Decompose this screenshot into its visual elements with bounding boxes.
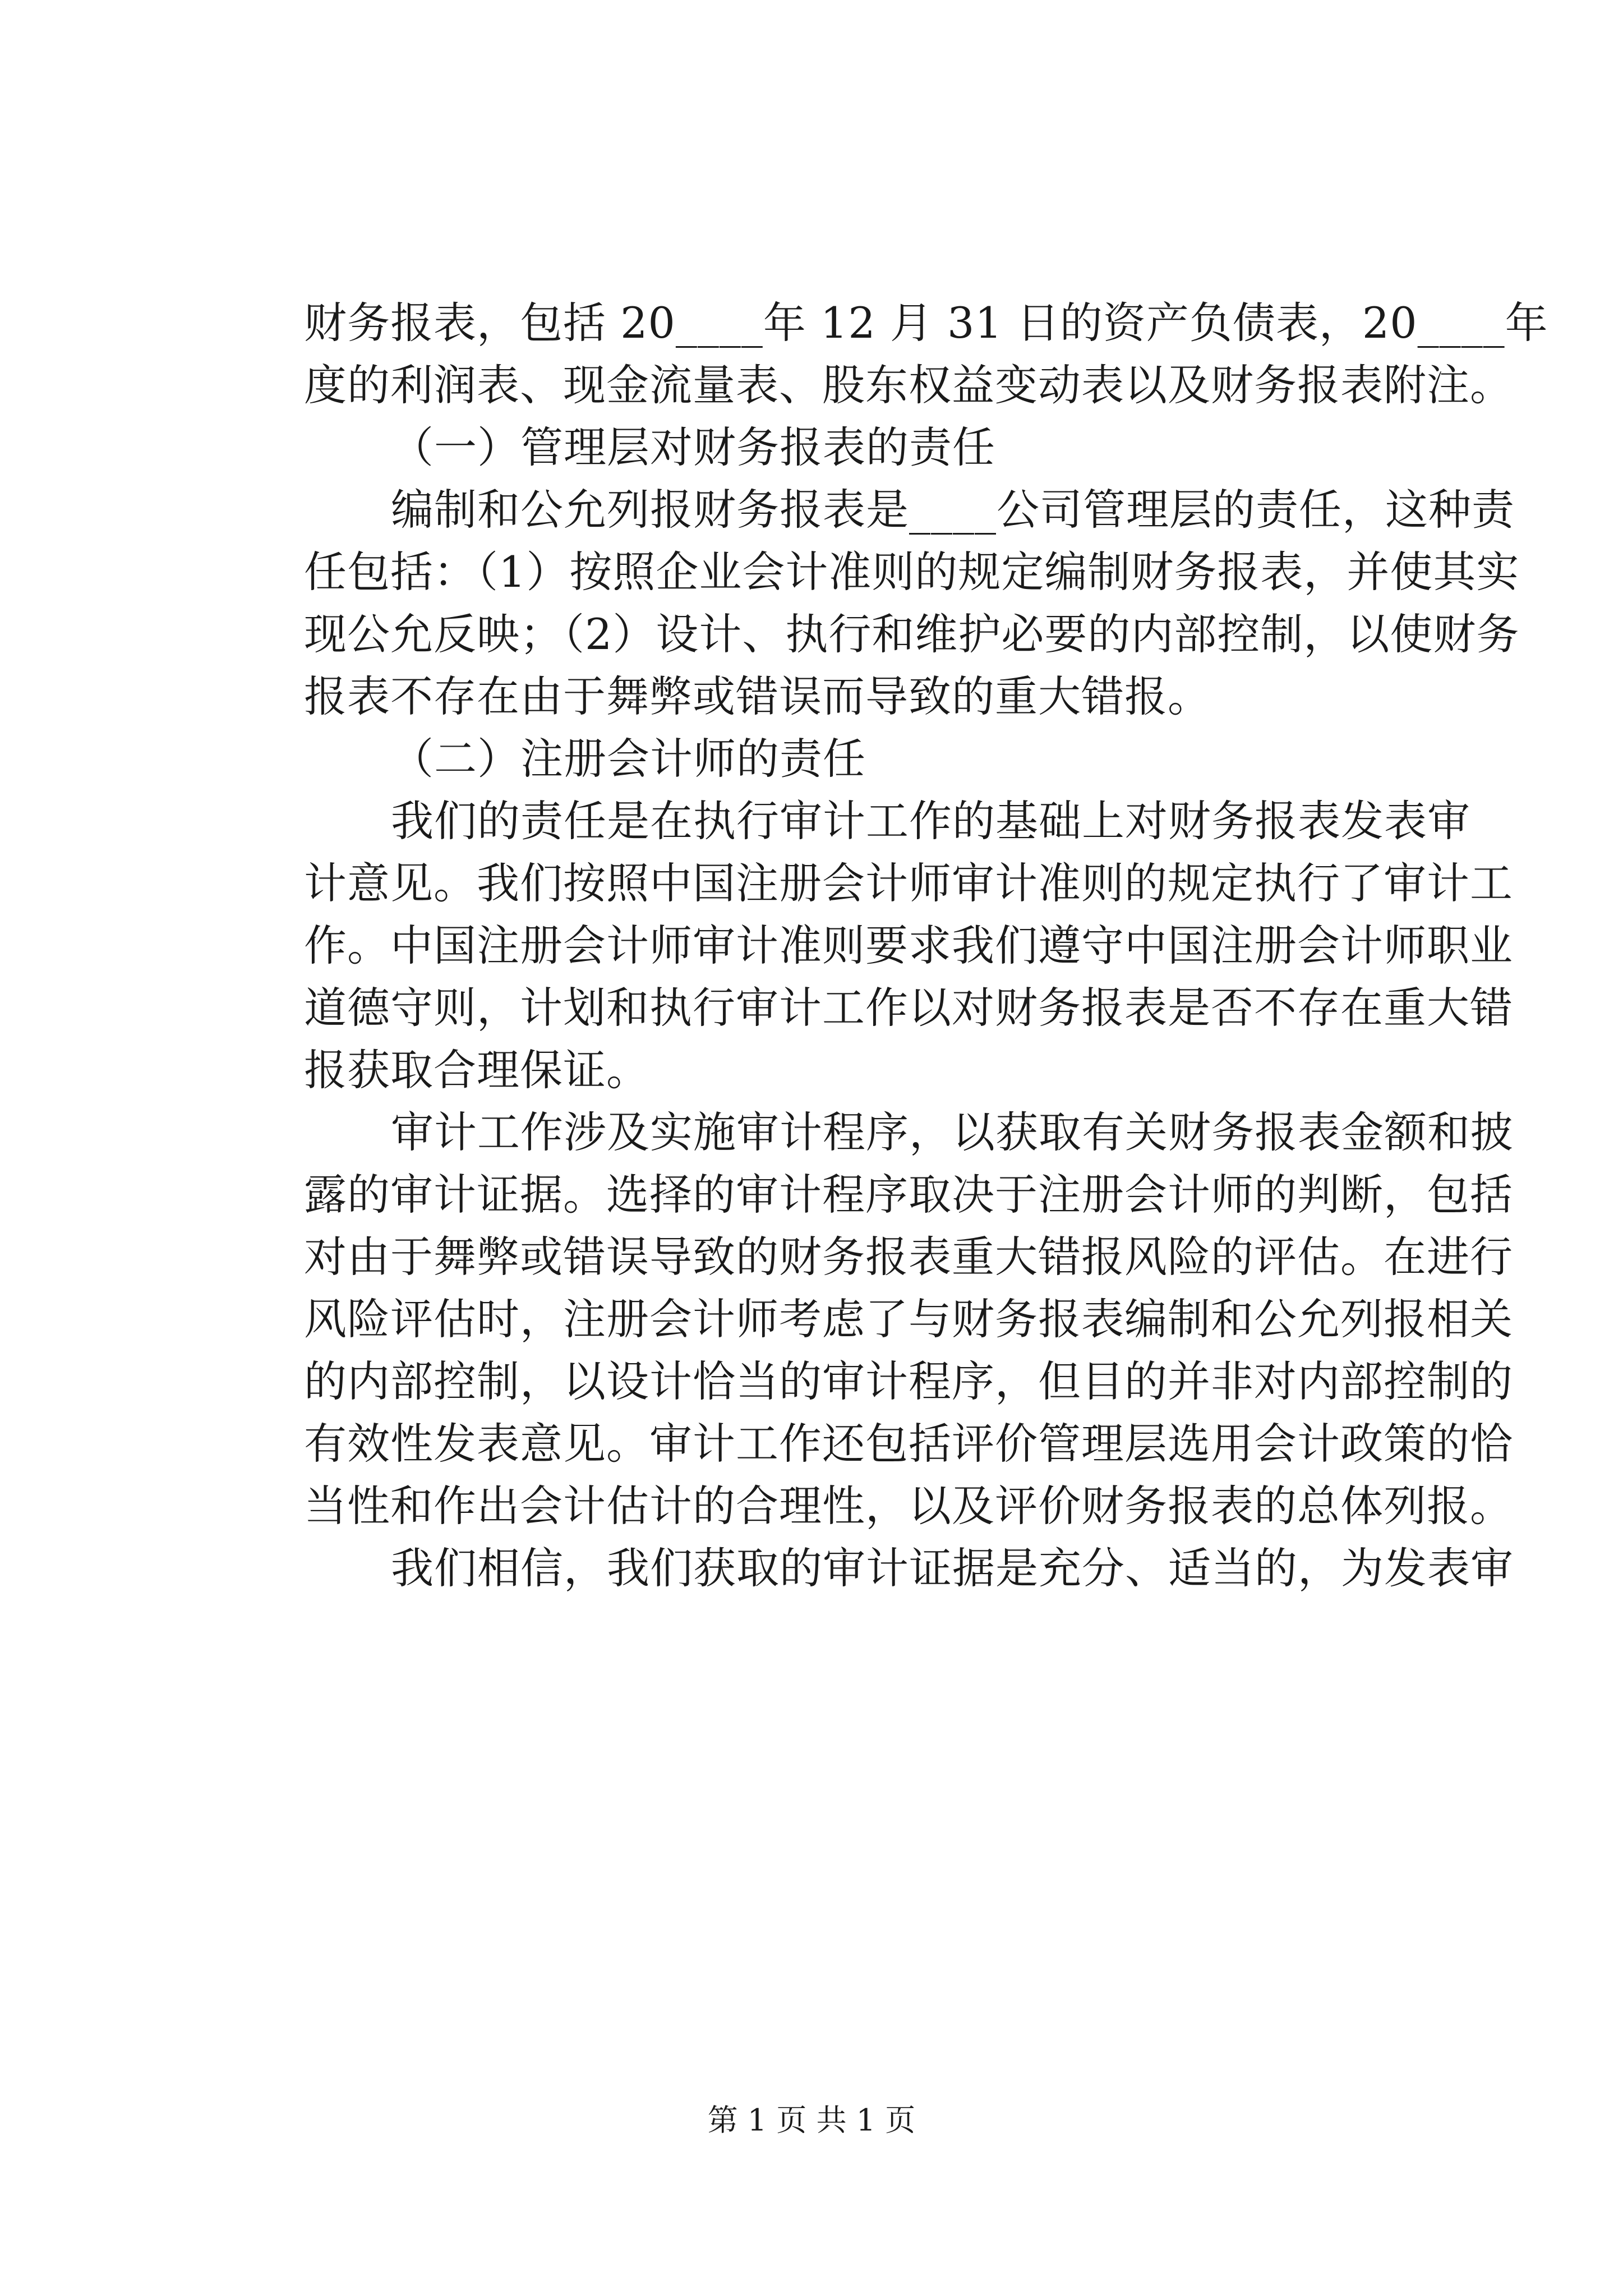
line-9 bbox=[304, 790, 1470, 852]
section-heading-1: （一）管理层对财务报表的责任 bbox=[391, 422, 995, 472]
line-20: 当性和作出会计估计的合理性，以及评价财务报表的总体列报。 bbox=[304, 1481, 1513, 1531]
line-13: 报获取合理保证。 bbox=[304, 1045, 649, 1095]
line-19: 有效性发表意见。审计工作还包括评价管理层选用会计政策的恰 bbox=[304, 1419, 1513, 1469]
line-9-text: 我们的责任是在执行审计工作的基础上对财务报表发表审 bbox=[391, 796, 1470, 846]
line-21-text: 我们相信，我们获取的审计证据是充分、适当的，为发表审 bbox=[391, 1543, 1514, 1593]
line-2: 度的利润表、现金流量表、股东权益变动表以及财务报表附注。 bbox=[304, 360, 1513, 410]
line-7: 报表不存在由于舞弊或错误而导致的重大错报。 bbox=[304, 671, 1211, 721]
line-12: 道德守则，计划和执行审计工作以对财务报表是否不存在重大错 bbox=[304, 983, 1513, 1033]
line-11: 作。中国注册会计师审计准则要求我们遵守中国注册会计师职业 bbox=[304, 921, 1513, 970]
document-body bbox=[304, 292, 1548, 1599]
line-16: 对由于舞弊或错误导致的财务报表重大错报风险的评估。在进行 bbox=[304, 1232, 1513, 1282]
line-4 bbox=[304, 478, 1515, 541]
line-4-text: 编制和公允列报财务报表是____公司管理层的责任，这种责 bbox=[391, 485, 1515, 535]
page-footer: 第 1 页 共 1 页 bbox=[707, 2102, 916, 2138]
line-21 bbox=[304, 1537, 1514, 1599]
line-18: 的内部控制，以设计恰当的审计程序，但目的并非对内部控制的 bbox=[304, 1356, 1513, 1406]
line-15: 露的审计证据。选择的审计程序取决于注册会计师的判断，包括 bbox=[304, 1170, 1513, 1220]
line-17: 风险评估时，注册会计师考虑了与财务报表编制和公允列报相关 bbox=[304, 1294, 1513, 1344]
line-5: 任包括：（1）按照企业会计准则的规定编制财务报表，并使其实 bbox=[304, 547, 1520, 597]
line-1: 财务报表，包括 20____年 12 月 31 日的资产负债表，20____年 bbox=[304, 298, 1548, 348]
line-14 bbox=[304, 1101, 1514, 1163]
section-heading-2: （二）注册会计师的责任 bbox=[391, 734, 866, 784]
line-14-text: 审计工作涉及实施审计程序，以获取有关财务报表金额和披 bbox=[391, 1107, 1514, 1157]
line-10: 计意见。我们按照中国注册会计师审计准则的规定执行了审计工 bbox=[304, 858, 1513, 908]
line-6: 现公允反映；（2）设计、执行和维护必要的内部控制，以使财务 bbox=[304, 609, 1520, 659]
